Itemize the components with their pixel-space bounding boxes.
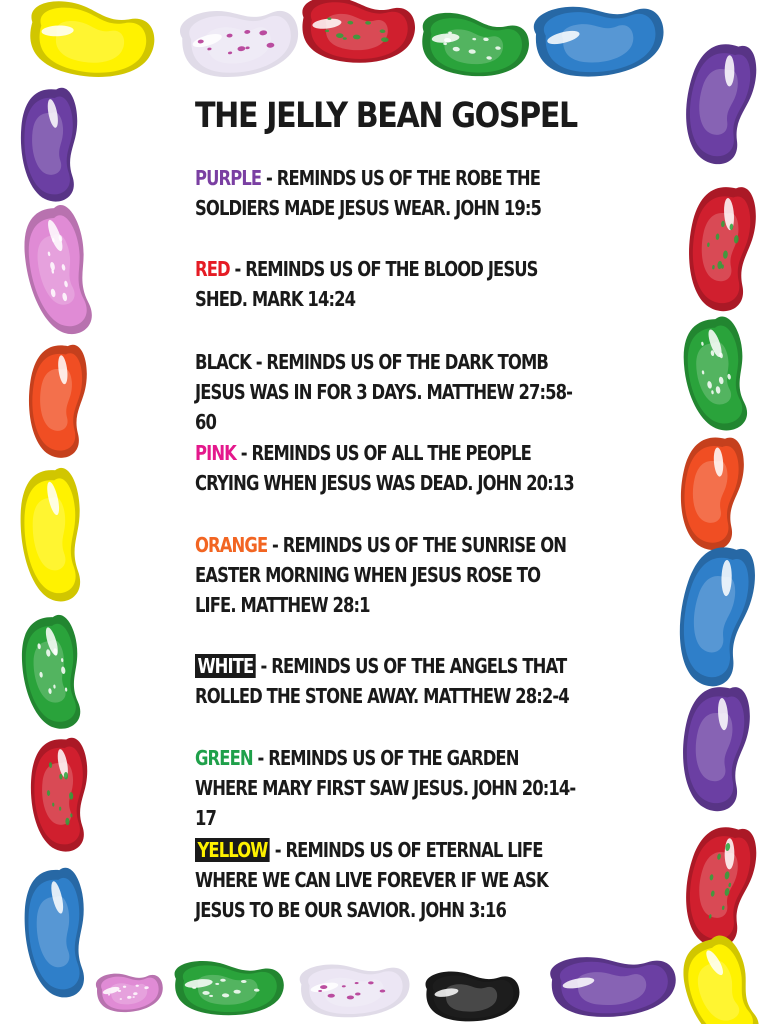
color-word-purple: PURPLE bbox=[195, 166, 262, 190]
red-jelly-bean-icon bbox=[29, 737, 90, 852]
color-word-white: WHITE bbox=[195, 654, 256, 678]
red-jelly-bean-icon bbox=[299, 0, 417, 67]
gospel-sheet bbox=[195, 90, 635, 922]
entry-yellow bbox=[195, 835, 580, 925]
entry-orange bbox=[195, 530, 580, 620]
entry-text-red: - REMINDS US OF THE BLOOD JESUS SHED. MARK 14:24 bbox=[195, 257, 538, 311]
yellow-jelly-bean-icon bbox=[16, 467, 88, 605]
blue-jelly-bean-icon bbox=[669, 540, 760, 691]
entry-text-yellow: - REMINDS US OF ETERNAL LIFE WHERE WE CAN LIVE FOREVER IF WE ASK JESUS TO BE OUR SAVIOR. JOHN 3:16 bbox=[195, 838, 548, 922]
black-jelly-bean-icon bbox=[425, 971, 519, 1021]
color-word-yellow: YELLOW bbox=[195, 838, 270, 862]
entry-purple bbox=[195, 163, 580, 223]
blue-jelly-bean-icon bbox=[533, 0, 667, 80]
yellow-jelly-bean-icon bbox=[672, 930, 768, 1024]
entry-text-green: - REMINDS US OF THE GARDEN WHERE MARY FIRST SAW JESUS. JOHN 20:14-17 bbox=[195, 746, 576, 830]
entry-text-black: - REMINDS US OF THE DARK TOMB JESUS WAS IN FOR 3 DAYS. MATTHEW 27:58-60 bbox=[195, 350, 573, 434]
entry-green bbox=[195, 743, 580, 833]
orange-jelly-bean-icon bbox=[27, 343, 88, 458]
entry-pink bbox=[195, 438, 580, 498]
entry-text-orange: - REMINDS US OF THE SUNRISE ON EASTER MORNING WHEN JESUS ROSE TO LIFE. MATTHEW 28:1 bbox=[195, 533, 567, 617]
pink-jelly-bean-icon bbox=[95, 970, 164, 1014]
red-jelly-bean-icon bbox=[684, 183, 759, 313]
entry-black bbox=[195, 347, 580, 437]
color-word-pink: PINK bbox=[195, 441, 236, 465]
green-jelly-bean-icon bbox=[16, 613, 88, 733]
color-word-red: RED bbox=[195, 257, 230, 281]
white-jelly-bean-icon bbox=[299, 962, 410, 1019]
entry-text-pink: - REMINDS US OF ALL THE PEOPLE CRYING WHEN JESUS WAS DEAD. JOHN 20:13 bbox=[195, 441, 574, 495]
entry-text-purple: - REMINDS US OF THE ROBE THE SOLDIERS MADE JESUS WEAR. JOHN 19:5 bbox=[195, 166, 542, 220]
red-jelly-bean-icon bbox=[677, 821, 761, 952]
entry-white bbox=[195, 651, 580, 711]
entry-text-white: - REMINDS US OF THE ANGELS THAT ROLLED THE STONE AWAY. MATTHEW 28:2-4 bbox=[195, 654, 569, 708]
page-title: THE JELLY BEAN GOSPEL bbox=[195, 96, 577, 136]
blue-jelly-bean-icon bbox=[20, 866, 92, 1000]
entry-red bbox=[195, 254, 580, 314]
color-word-orange: ORANGE bbox=[195, 533, 268, 557]
yellow-jelly-bean-icon bbox=[24, 0, 158, 85]
white-jelly-bean-icon bbox=[178, 2, 302, 82]
green-jelly-bean-icon bbox=[418, 10, 531, 82]
pink-jelly-bean-icon bbox=[15, 202, 101, 341]
orange-jelly-bean-icon bbox=[676, 434, 746, 552]
purple-jelly-bean-icon bbox=[678, 683, 753, 813]
color-word-green: GREEN bbox=[195, 746, 253, 770]
color-word-black: BLACK bbox=[195, 350, 251, 374]
purple-jelly-bean-icon bbox=[677, 38, 761, 169]
purple-jelly-bean-icon bbox=[19, 87, 80, 202]
green-jelly-bean-icon bbox=[173, 960, 284, 1017]
green-jelly-bean-icon bbox=[676, 314, 755, 436]
purple-jelly-bean-icon bbox=[550, 954, 677, 1019]
